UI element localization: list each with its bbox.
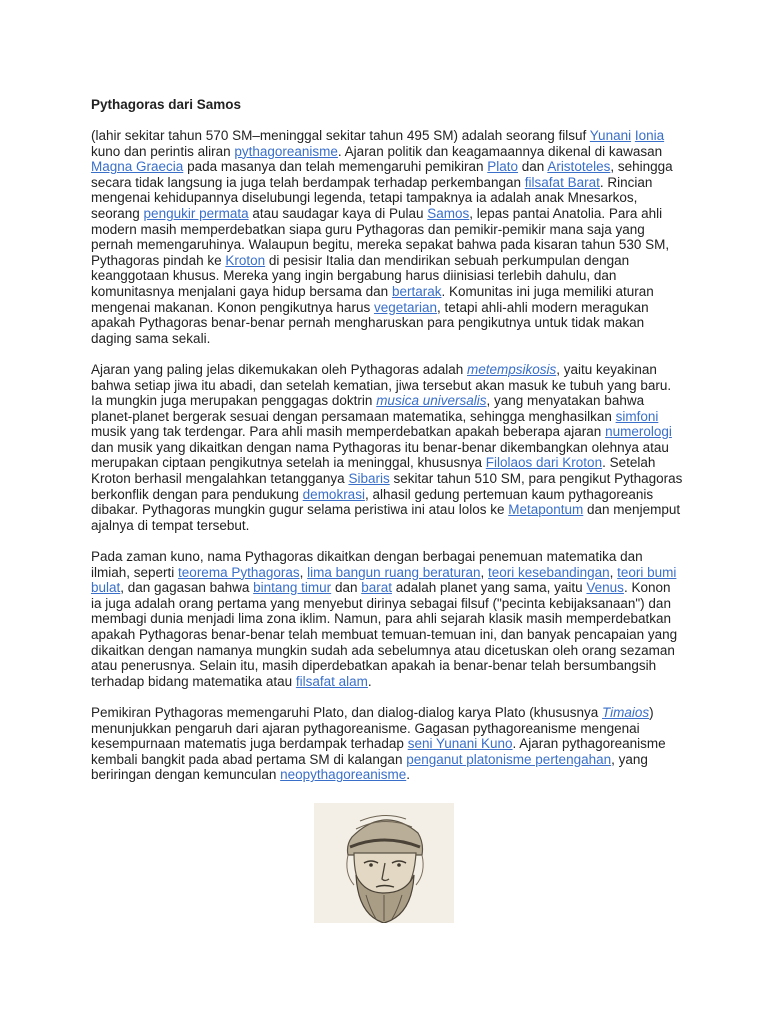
link-musica-universalis[interactable]: musica universalis — [376, 393, 487, 409]
link-filsafat-alam[interactable]: filsafat alam — [295, 673, 368, 689]
link-seni-yunani-kuno[interactable]: seni Yunani Kuno — [407, 736, 513, 752]
link-plato[interactable]: Plato — [487, 159, 519, 175]
article — [91, 97, 683, 799]
text: , yang beriringan dengan kemunculan — [91, 751, 648, 783]
text: . Komunitas ini juga memiliki aturan mengenai makanan. Konon pengikutnya harus — [91, 283, 654, 315]
text: dan — [331, 580, 362, 596]
link-bertarak[interactable]: bertarak — [391, 283, 442, 299]
text: , yang menyatakan bahwa planet-planet bergerak sesuai dengan persamaan matematika, sehingga menghasilkan — [91, 393, 645, 424]
text: dan — [518, 159, 548, 175]
text: sekitar tahun 510 SM, para pengikut Pythagoras berkonflik dengan para pendukung — [91, 471, 683, 502]
text: Ajaran yang paling jelas dikemukakan oleh Pythagoras adalah — [91, 361, 467, 377]
link-metempsikosis[interactable]: metempsikosis — [467, 361, 557, 377]
text: , — [480, 564, 489, 580]
text: ) menunjukkan pengaruh dari ajaran pythagoreanisme. Gagasan pythagoreanisme mengenai kesempurnaan matematis juga berdampak terhadap — [91, 704, 654, 752]
link-teori-kesebandingan[interactable]: teori kesebandingan — [488, 564, 610, 580]
text: pada masanya dan telah memengaruhi pemikiran — [183, 159, 488, 175]
link-kroton[interactable]: Kroton — [225, 252, 266, 268]
link-aristoteles[interactable]: Aristoteles — [547, 159, 611, 175]
text: Pemikiran Pythagoras memengaruhi Plato, dan dialog-dialog karya Plato (khususnya — [91, 704, 603, 720]
text: . Ajaran pythagoreanisme kembali bangkit pada abad pertama SM di kalangan — [91, 736, 666, 767]
text: dan menjemput ajalnya di tempat tersebut. — [91, 502, 681, 533]
link-yunani[interactable]: Yunani — [589, 128, 632, 143]
link-barat[interactable]: barat — [361, 580, 392, 596]
link-pythagoreanisme[interactable]: pythagoreanisme — [234, 143, 338, 159]
link-penganut-platonisme-pertengahan[interactable]: penganut platonisme pertengahan — [406, 751, 612, 767]
text: , tetapi ahli-ahli modern meragukan apakah Pythagoras benar-benar pernah mengharuskan para pengikutnya untuk tidak makan daging sama sekali. — [91, 299, 649, 346]
text: . — [406, 767, 410, 783]
link-numerologi[interactable]: numerologi — [605, 424, 672, 440]
link-pengukir-permata[interactable]: pengukir permata — [143, 205, 249, 221]
link-magna-graecia[interactable]: Magna Graecia — [91, 159, 184, 175]
link-bintang-timur[interactable]: bintang timur — [253, 580, 332, 596]
text: , alhasil gedung pertemuan kaum pythagoreanis dibakar. Pythagoras mungkin gugur selama peristiwa ini atau lolos ke — [91, 486, 654, 518]
text: dan musik yang dikaitkan dengan nama Pythagoras itu benar-benar dikembangkan olehnya atau merupakan ciptaan pengikutnya setelah ia meninggal, khususnya — [91, 439, 669, 471]
link-samos[interactable]: Samos — [427, 205, 470, 221]
text: kuno dan perintis aliran — [91, 143, 235, 159]
link-simfoni[interactable]: simfoni — [615, 408, 659, 424]
text: , sehingga secara tidak langsung ia juga telah berdampak terhadap perkembangan — [91, 159, 673, 190]
paragraph-4 — [91, 705, 683, 783]
pythagoras-bust-icon — [314, 803, 454, 923]
text: atau saudagar kaya di Pulau — [248, 205, 428, 221]
text: , lepas pantai Anatolia. Para ahli modern masih memperdebatkan siapa guru Pythagoras dan pemikir-pemikir mana saja yang pernah memengaruhinya. Walaupun begitu, mereka sepakat bahwa pada kisaran tahun 530 SM, Pythagoras pindah ke — [91, 205, 670, 268]
text: . Ajaran politik dan keagamaannya dikenal di kawasan — [337, 143, 663, 159]
link-teorema-pythagoras[interactable]: teorema Pythagoras — [178, 564, 300, 580]
link-filsafat-barat[interactable]: filsafat Barat — [524, 174, 600, 190]
link-lima-bangun-ruang-beraturan[interactable]: lima bangun ruang beraturan — [307, 564, 481, 580]
paragraph-2 — [91, 362, 683, 534]
link-sibaris[interactable]: Sibaris — [348, 471, 390, 487]
link-ionia[interactable]: Ionia — [634, 128, 665, 143]
link-filolaos-dari-kroton[interactable]: Filolaos dari Kroton — [485, 455, 603, 471]
text: , yaitu keyakinan bahwa setiap jiwa itu abadi, dan setelah kematian, jiwa tersebut akan masuk ke tubuh yang baru. Ia mungkin juga merupakan penggagas doktrin — [91, 361, 672, 409]
link-timaios[interactable]: Timaios — [602, 704, 650, 720]
link-vegetarian[interactable]: vegetarian — [373, 299, 437, 315]
link-demokrasi[interactable]: demokrasi — [302, 486, 365, 502]
paragraph-1 — [91, 128, 683, 346]
link-neopythagoreanisme[interactable]: neopythagoreanisme — [280, 767, 407, 783]
text: (lahir sekitar tahun 570 SM–meninggal sekitar tahun 495 SM) adalah seorang filsuf — [91, 128, 590, 143]
link-metapontum[interactable]: Metapontum — [508, 502, 584, 518]
text: . Konon ia juga adalah orang pertama yang menyebut dirinya sebagai filsuf ("pecinta kebijaksanaan") dan membagi dunia menjadi lima zona iklim. Namun, para ahli sejarah klasik masih memperdebatkan apakah Pythagoras benar-benar telah membuat temuan-temuan ini, dan banyak pencapaian yang dikaitkan dengan namanya mungkin sudah ada sebelumnya atau dicetuskan oleh orang sezaman atau penerusnya. Selain itu, masih diperdebatkan apakah ia benar-benar telah bersumbangsih terhadap bidang matematika atau — [91, 580, 678, 689]
link-teori-bumi-bulat[interactable]: teori bumi bulat — [91, 564, 677, 596]
text: . Setelah Kroton berhasil mengalahkan tetangganya — [91, 455, 656, 487]
link-venus[interactable]: Venus — [586, 580, 624, 596]
text: Pada zaman kuno, nama Pythagoras dikaitkan dengan berbagai penemuan matematika dan ilmiah, seperti — [91, 549, 643, 580]
text: musik yang tak terdengar. Para ahli masih memperdebatkan apakah beberapa ajaran — [91, 424, 606, 440]
text: adalah planet yang sama, yaitu — [392, 580, 587, 596]
text: , — [609, 564, 618, 580]
page-title: Pythagoras dari Samos — [91, 97, 242, 112]
text: , — [299, 564, 308, 580]
text: . Rincian mengenai kehidupannya diselubungi legenda, tetapi tampaknya ia adalah anak Mnesarkos, seorang — [91, 174, 653, 221]
portrait-drawing — [314, 803, 454, 923]
text: . — [367, 673, 372, 689]
text: , dan gagasan bahwa — [120, 580, 254, 596]
paragraph-3 — [91, 549, 683, 689]
text: di pesisir Italia dan mendirikan sebuah perkumpulan dengan keanggotaan khusus. Mereka yang ingin bergabung harus diinisiasi terlebih dahulu, dan komunitasnya menjalani gaya hidup bersama dan — [91, 252, 630, 299]
